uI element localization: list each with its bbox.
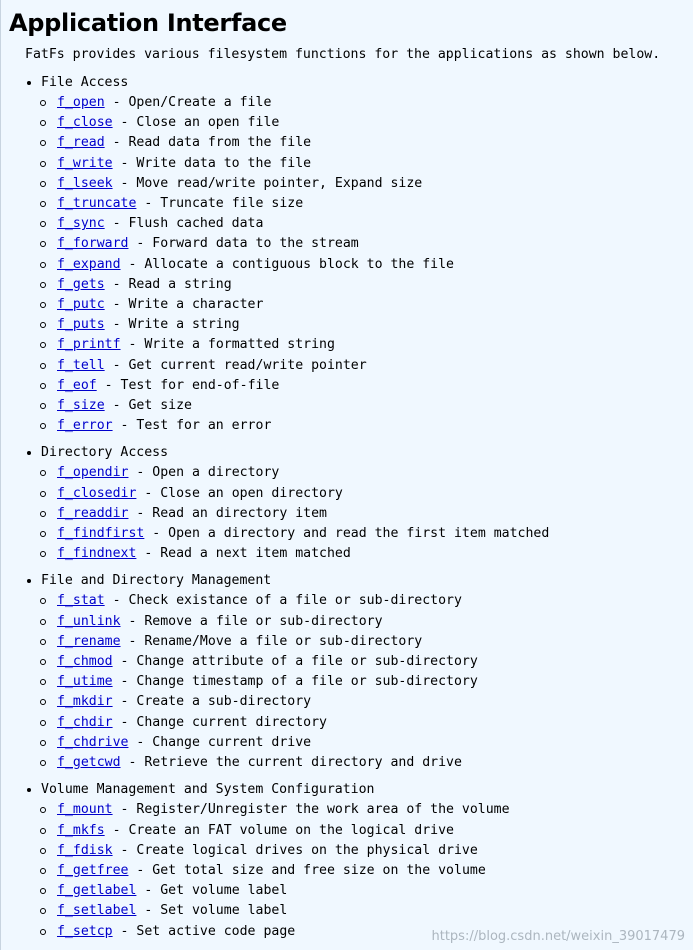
function-link[interactable]: f_rename [57, 633, 121, 649]
separator: - [136, 485, 161, 501]
function-description: Get size [128, 398, 192, 414]
list-item [1, 632, 693, 652]
function-description: Close an open file [136, 115, 280, 131]
list-item [1, 692, 693, 712]
list-item [1, 154, 693, 174]
separator: - [120, 633, 145, 649]
function-description: Truncate file size [160, 196, 304, 212]
function-description: Set active code page [136, 923, 296, 939]
function-description: Create a sub-directory [136, 694, 312, 710]
section [1, 780, 693, 941]
function-description: Test for an error [136, 418, 272, 434]
separator: - [120, 337, 145, 353]
separator: - [104, 593, 129, 609]
list-item [1, 376, 693, 396]
list-item [1, 612, 693, 632]
intro-text: FatFs provides various filesystem functions for the applications as shown below. [25, 47, 661, 62]
function-link[interactable]: f_chdir [57, 714, 113, 730]
separator: - [112, 714, 137, 730]
list-item [1, 93, 693, 113]
separator: - [112, 115, 137, 131]
section-heading: File Access [1, 73, 693, 93]
list-item [1, 544, 693, 564]
function-link[interactable]: f_tell [57, 357, 105, 373]
list-item [1, 484, 693, 504]
list-item [1, 713, 693, 733]
separator: - [136, 903, 161, 919]
function-link[interactable]: f_truncate [57, 196, 137, 212]
separator: - [120, 755, 145, 771]
function-description: Test for end-of-file [120, 377, 280, 393]
function-link[interactable]: f_forward [57, 236, 129, 252]
function-description: Set volume label [160, 903, 288, 919]
function-link[interactable]: f_setcp [57, 923, 113, 939]
list-item [1, 901, 693, 921]
function-link[interactable]: f_getcwd [57, 755, 121, 771]
function-description: Read a string [128, 276, 232, 292]
list-item [1, 214, 693, 234]
list-item [1, 255, 693, 275]
function-description: Close an open directory [160, 485, 343, 501]
function-link[interactable]: f_unlink [57, 613, 121, 629]
separator: - [112, 155, 137, 171]
function-description: Open a directory and read the first item matched [168, 526, 550, 542]
function-link[interactable]: f_findnext [57, 546, 137, 562]
function-description: Open a directory [152, 465, 280, 481]
function-link[interactable]: f_write [57, 155, 113, 171]
list-item [1, 652, 693, 672]
function-description: Change attribute of a file or sub-directory [136, 654, 478, 670]
function-link[interactable]: f_error [57, 418, 113, 434]
function-description: Write a formatted string [144, 337, 335, 353]
separator: - [104, 95, 129, 110]
function-link[interactable]: f_readdir [57, 505, 129, 521]
list-item [1, 881, 693, 901]
function-description: Check existance of a file or sub-directory [128, 593, 462, 609]
function-link[interactable]: f_lseek [57, 175, 113, 191]
function-description: Change timestamp of a file or sub-directory [136, 674, 478, 690]
section [1, 443, 693, 564]
function-description: Register/Unregister the work area of the volume [136, 802, 510, 818]
list-item [1, 504, 693, 524]
separator: - [104, 398, 129, 414]
function-description: Rename/Move a file or sub-directory [144, 633, 423, 649]
function-list [1, 73, 693, 949]
list-item [1, 463, 693, 483]
section [1, 571, 693, 773]
list-item [1, 113, 693, 133]
section [1, 73, 693, 436]
function-description: Write a string [128, 317, 240, 333]
list-item [1, 821, 693, 841]
separator: - [112, 842, 137, 858]
separator: - [144, 526, 169, 542]
function-description: Allocate a contiguous block to the file [144, 256, 455, 272]
function-link[interactable]: f_open [57, 95, 105, 110]
separator: - [128, 465, 153, 481]
separator: - [104, 357, 129, 373]
separator: - [136, 546, 161, 562]
section-heading: Volume Management and System Configuration [1, 780, 693, 800]
separator: - [112, 802, 137, 818]
function-link[interactable]: f_mount [57, 802, 113, 818]
separator: - [104, 822, 129, 838]
function-description: Read data from the file [128, 135, 312, 151]
function-description: Open/Create a file [128, 95, 272, 110]
separator: - [112, 175, 137, 191]
list-item [1, 335, 693, 355]
separator: - [128, 862, 153, 878]
list-item [1, 753, 693, 773]
separator: - [104, 135, 129, 151]
function-link[interactable]: f_getlabel [57, 883, 137, 899]
function-link[interactable]: f_mkfs [57, 822, 105, 838]
separator: - [104, 297, 129, 313]
separator: - [104, 317, 129, 333]
function-description: Get volume label [160, 883, 288, 899]
function-description: Read a next item matched [160, 546, 351, 562]
separator: - [112, 654, 137, 670]
function-link[interactable]: f_getfree [57, 862, 129, 878]
function-description: Change current directory [136, 714, 327, 730]
list-item [1, 295, 693, 315]
function-link[interactable]: f_closedir [57, 485, 137, 501]
separator: - [96, 377, 121, 393]
function-description: Get total size and free size on the volume [152, 862, 486, 878]
function-link[interactable]: f_mkdir [57, 694, 113, 710]
list-item [1, 356, 693, 376]
function-description: Remove a file or sub-directory [144, 613, 383, 629]
function-link[interactable]: f_putc [57, 297, 105, 313]
function-link[interactable]: f_puts [57, 317, 105, 333]
function-link[interactable]: f_close [57, 115, 113, 131]
separator: - [120, 613, 145, 629]
function-link[interactable]: f_utime [57, 674, 113, 690]
function-link[interactable]: f_size [57, 398, 105, 414]
separator: - [112, 923, 137, 939]
function-description: Move read/write pointer, Expand size [136, 175, 423, 191]
list-item [1, 800, 693, 820]
function-description: Read an directory item [152, 505, 327, 521]
separator: - [136, 883, 161, 899]
function-link[interactable]: f_chmod [57, 654, 113, 670]
list-item [1, 733, 693, 753]
function-link[interactable]: f_findfirst [57, 526, 145, 542]
function-link[interactable]: f_eof [57, 377, 97, 393]
list-item [1, 861, 693, 881]
function-description: Flush cached data [128, 216, 264, 232]
separator: - [128, 505, 153, 521]
list-item [1, 591, 693, 611]
separator: - [120, 256, 145, 272]
list-item [1, 416, 693, 436]
list-item [1, 396, 693, 416]
function-description: Retrieve the current directory and drive [144, 755, 462, 771]
separator: - [112, 694, 137, 710]
section-heading: Directory Access [1, 443, 693, 463]
function-link[interactable]: f_fdisk [57, 842, 113, 858]
list-item [1, 234, 693, 254]
function-link[interactable]: f_setlabel [57, 903, 137, 919]
separator: - [104, 216, 129, 232]
function-link[interactable]: f_sync [57, 216, 105, 232]
list-item [1, 841, 693, 861]
separator: - [112, 418, 137, 434]
function-description: Create logical drives on the physical drive [136, 842, 478, 858]
function-link[interactable]: f_opendir [57, 465, 129, 481]
list-item [1, 315, 693, 335]
function-description: Create an FAT volume on the logical drive [128, 822, 454, 838]
function-link[interactable]: f_read [57, 135, 105, 151]
function-link[interactable]: f_stat [57, 593, 105, 609]
separator: - [128, 236, 153, 252]
list-item [1, 174, 693, 194]
watermark: https://blog.csdn.net/weixin_39017479 [431, 929, 685, 944]
section-heading: File and Directory Management [1, 571, 693, 591]
function-description: Forward data to the stream [152, 236, 359, 252]
function-description: Write data to the file [136, 155, 312, 171]
function-description: Get current read/write pointer [128, 357, 367, 373]
list-item [1, 672, 693, 692]
list-item [1, 133, 693, 153]
separator: - [104, 276, 129, 292]
function-description: Change current drive [152, 734, 312, 750]
separator: - [128, 734, 153, 750]
list-item [1, 194, 693, 214]
page-title: Application Interface [9, 9, 287, 37]
function-link[interactable]: f_chdrive [57, 734, 129, 750]
function-link[interactable]: f_printf [57, 337, 121, 353]
list-item [1, 275, 693, 295]
function-link[interactable]: f_gets [57, 276, 105, 292]
separator: - [136, 196, 161, 212]
function-description: Write a character [128, 297, 264, 313]
function-link[interactable]: f_expand [57, 256, 121, 272]
list-item [1, 524, 693, 544]
separator: - [112, 674, 137, 690]
